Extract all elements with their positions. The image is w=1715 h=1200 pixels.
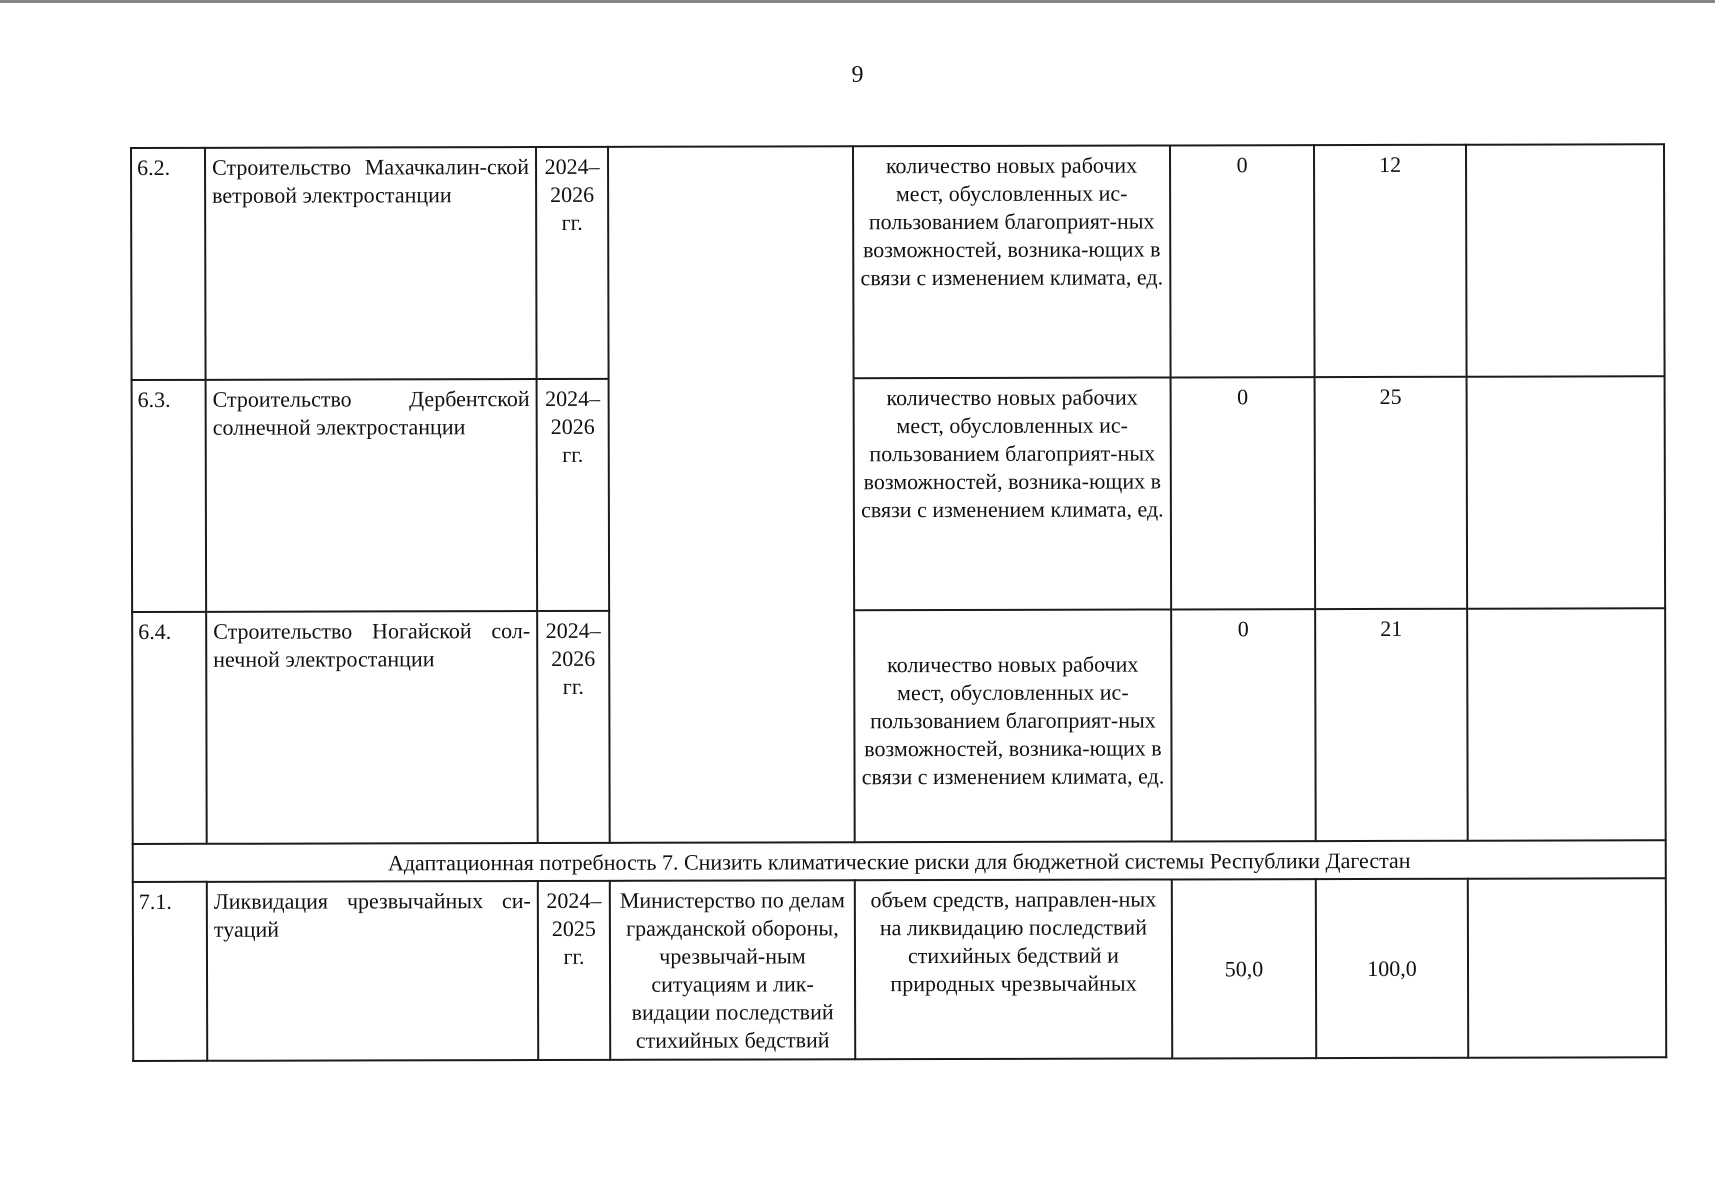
years-end: 2025: [551, 915, 596, 941]
table-row: [132, 376, 1666, 612]
note-cell: [1466, 144, 1665, 376]
years-unit: гг.: [562, 673, 584, 699]
years-start: 2024–: [545, 617, 601, 643]
base-value: 0: [1171, 609, 1316, 841]
row-number: 6.4.: [132, 612, 207, 844]
table-row: [132, 608, 1666, 844]
measure-name: Строительство Махачкалин-ской ветровой электростанции: [205, 147, 537, 380]
measures-table: [130, 143, 1667, 1062]
executor-cell-empty: [608, 146, 855, 843]
row-number: 7.1.: [133, 882, 207, 1061]
base-value: 0: [1171, 377, 1316, 609]
target-value: 12: [1314, 145, 1467, 377]
base-value: 0: [1170, 145, 1315, 377]
note-cell: [1467, 608, 1666, 840]
table-row: [131, 144, 1665, 380]
measure-name: Строительство Ногайской сол-нечной электростанции: [206, 611, 538, 844]
note-cell: [1467, 376, 1666, 608]
table-row: [133, 878, 1666, 1061]
years-unit: гг.: [561, 209, 583, 235]
row-number: 6.2.: [131, 148, 206, 380]
years-cell: [538, 881, 610, 1060]
page-number: 9: [851, 62, 864, 88]
target-value: 21: [1315, 609, 1468, 841]
target-value: 25: [1315, 377, 1468, 609]
years-end: 2026: [551, 645, 596, 671]
indicator-cell: объем средств, направлен-ных на ликвидацию последствий стихийных бедствий и природных чрезвычайных: [855, 879, 1172, 1059]
measure-name: Ликвидация чрезвычайных си-туаций: [207, 881, 538, 1061]
measure-name: Строительство Дербентской солнечной электростанции: [206, 379, 538, 612]
years-start: 2024–: [546, 887, 602, 913]
base-value: 50,0: [1172, 879, 1316, 1058]
target-value: 100,0: [1316, 879, 1468, 1058]
indicator-cell: количество новых рабочих мест, обусловленных ис-пользованием благоприят-ных возможностей, возника-ющих в связи с изменением климата, ед.: [854, 377, 1172, 610]
years-start: 2024–: [544, 153, 600, 179]
note-cell: [1468, 878, 1666, 1057]
section-header-row: [133, 840, 1666, 882]
years-start: 2024–: [545, 385, 601, 411]
years-unit: гг.: [562, 441, 584, 467]
years-end: 2026: [550, 181, 595, 207]
years-cell: [537, 379, 610, 611]
years-cell: [537, 611, 610, 843]
indicator-cell: количество новых рабочих мест, обусловленных ис-пользованием благоприят-ных возможностей, возника-ющих в связи с изменением климата, ед.: [853, 145, 1171, 378]
scan-edge: [0, 0, 1715, 3]
years-cell: [536, 147, 609, 379]
years-unit: гг.: [563, 943, 585, 969]
section-header: Адаптационная потребность 7. Снизить климатические риски для бюджетной системы Республики Дагестан: [133, 840, 1666, 882]
years-end: 2026: [550, 413, 595, 439]
executor-cell: Министерство по делам гражданской обороны, чрезвычай-ным ситуациям и лик-видации последствий стихийных бедствий: [610, 880, 855, 1060]
row-number: 6.3.: [132, 380, 207, 612]
indicator-cell: количество новых рабочих мест, обусловленных ис-пользованием благоприят-ных возможностей, возника-ющих в связи с изменением климата, ед.: [854, 609, 1172, 842]
